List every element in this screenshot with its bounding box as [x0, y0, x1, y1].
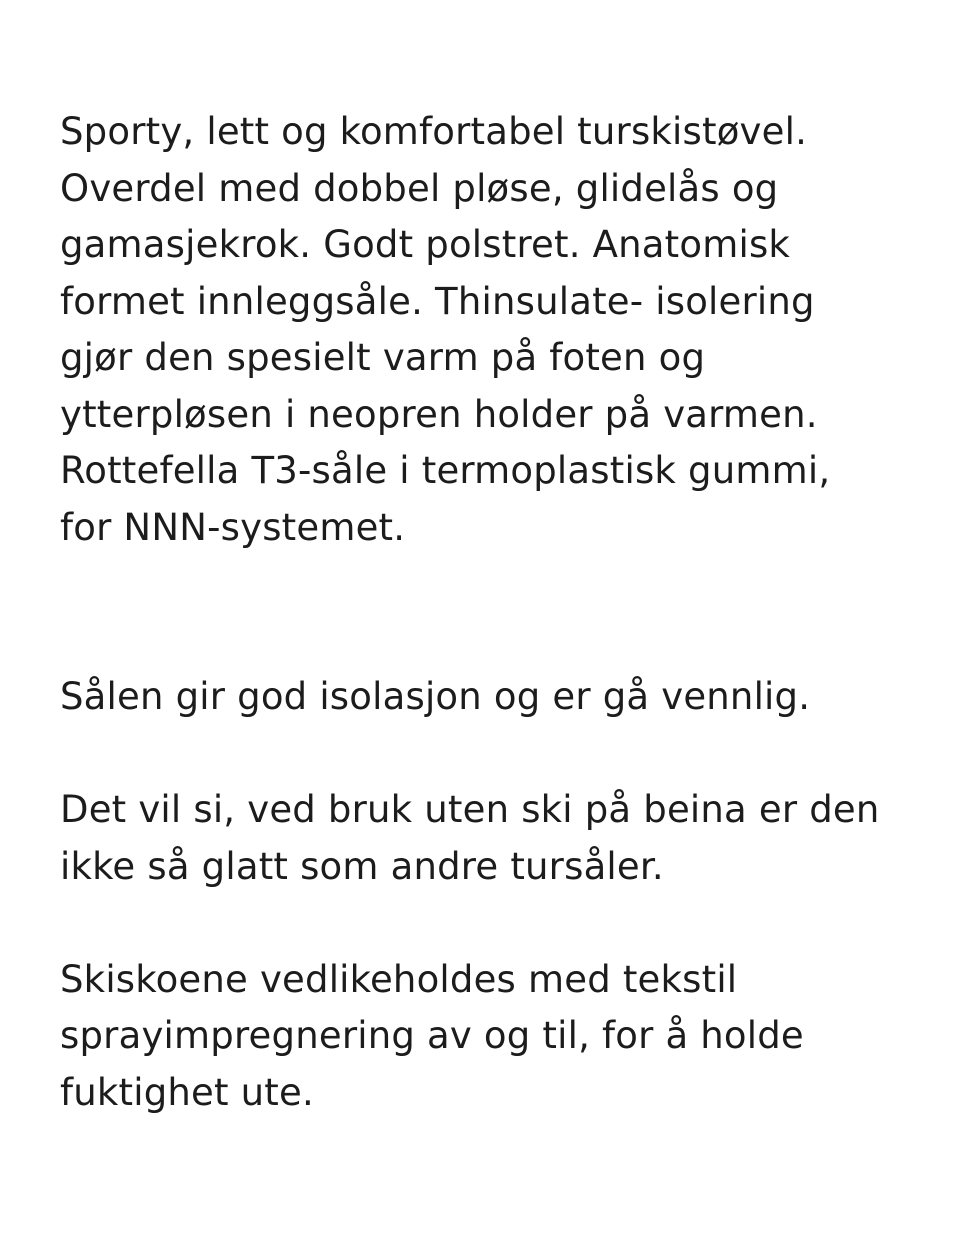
- text-line: formet innleggsåle. Thinsulate- isolering: [60, 279, 815, 323]
- description-paragraph-grip: [60, 782, 920, 895]
- text-line: gjør den spesielt varm på foten og: [60, 336, 706, 379]
- paragraph-spacer: [60, 726, 920, 783]
- product-description: [60, 104, 920, 1121]
- text-line: Det vil si, ved bruk uten ski på beina er den: [60, 788, 880, 831]
- text-line: fuktighet ute.: [60, 1070, 314, 1114]
- text-line: for NNN-systemet.: [60, 505, 406, 549]
- text-line: Rottefella T3-såle i termoplastisk gummi,: [60, 449, 831, 492]
- description-paragraph-sole: [60, 669, 920, 726]
- text-line: Overdel med dobbel pløse, glidelås og: [60, 166, 779, 210]
- text-line: ikke så glatt som andre tursåler.: [60, 844, 664, 888]
- text-line: Skiskoene vedlikeholdes med tekstil: [60, 957, 738, 1001]
- text-line: Sålen gir god isolasjon og er gå vennlig.: [60, 675, 811, 718]
- text-line: sprayimpregnering av og til, for å holde: [60, 1014, 804, 1057]
- paragraph-spacer: [60, 895, 920, 952]
- description-paragraph-features: [60, 104, 920, 556]
- paragraph-spacer: [60, 556, 920, 669]
- text-line: Sporty, lett og komfortabel turskistøvel.: [60, 110, 808, 153]
- description-paragraph-care: [60, 952, 920, 1122]
- text-line: gamasjekrok. Godt polstret. Anatomisk: [60, 223, 791, 266]
- text-line: ytterpløsen i neopren holder på varmen.: [60, 392, 818, 436]
